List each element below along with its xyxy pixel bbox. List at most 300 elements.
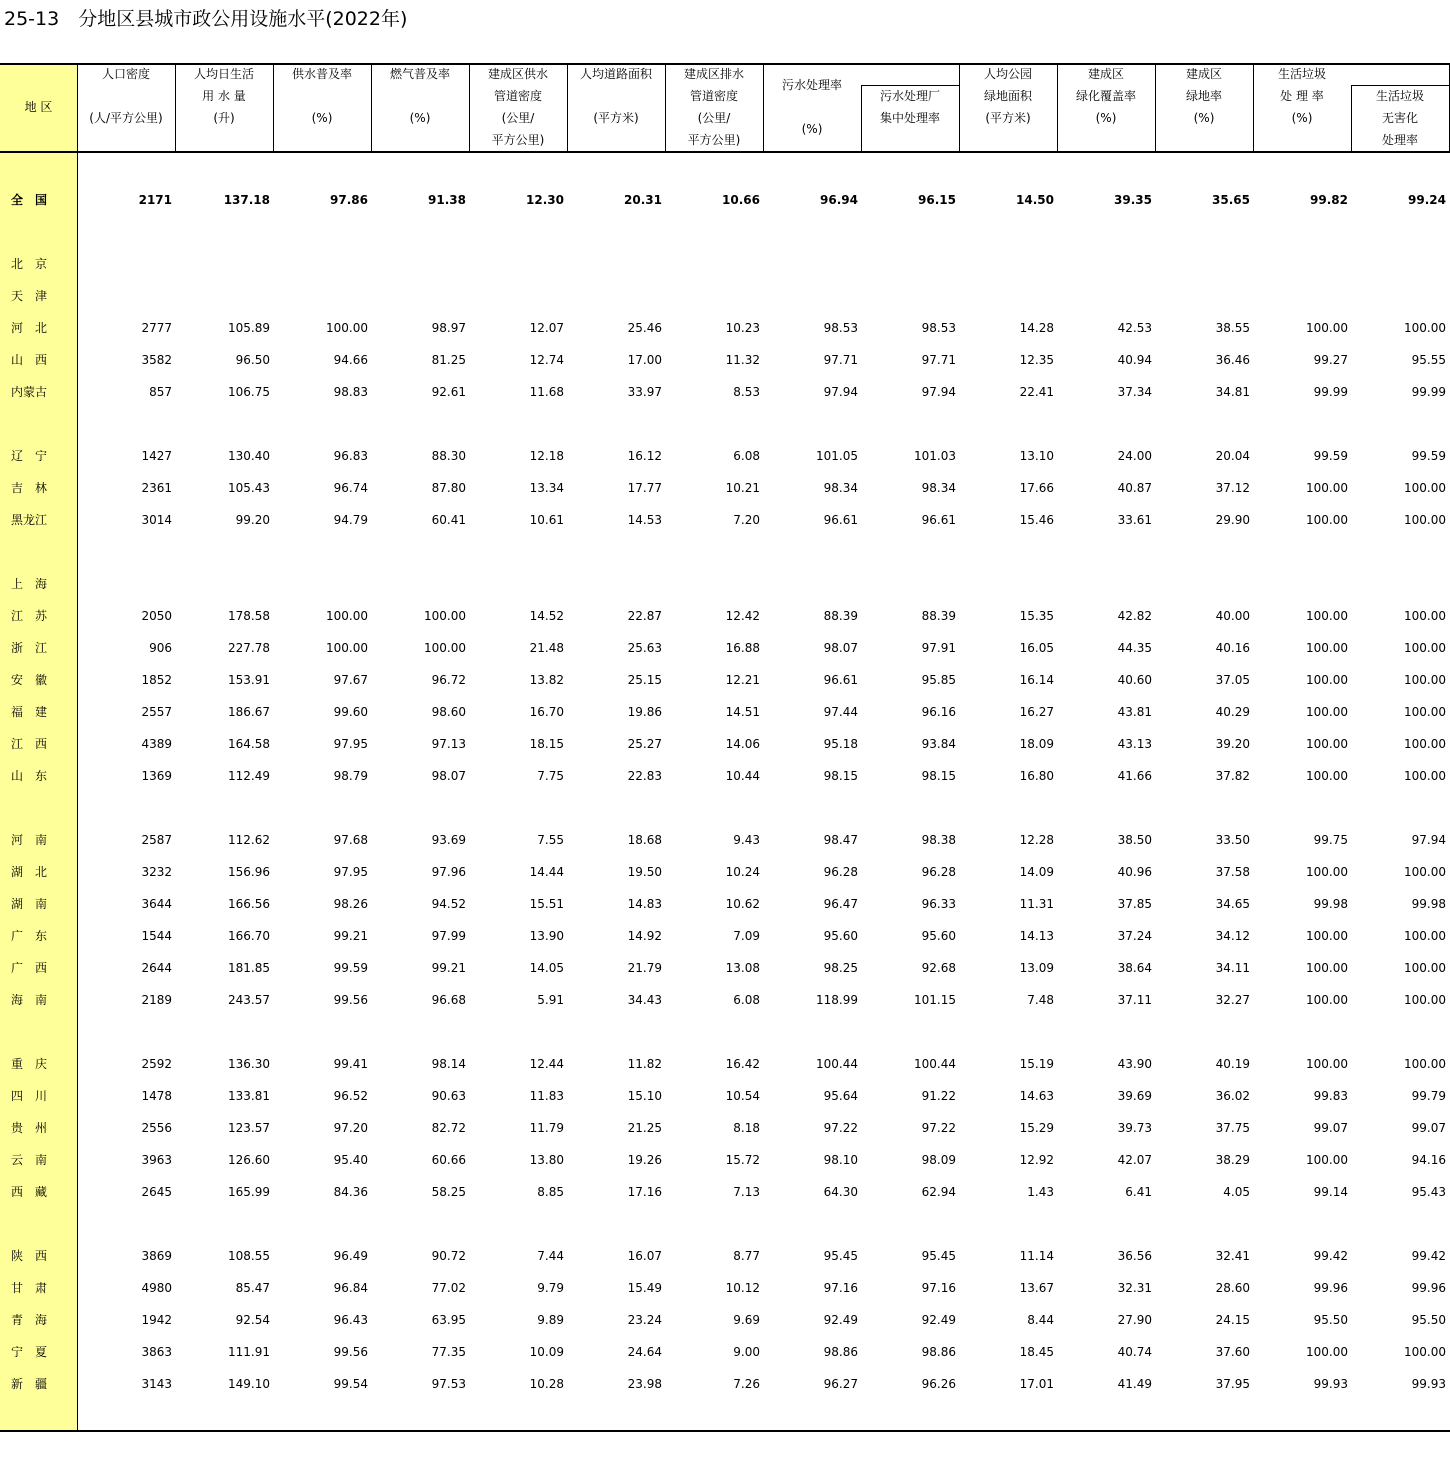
table-cell: 118.99 <box>816 993 858 1007</box>
region-name: 云 南 <box>11 1153 48 1167</box>
header-cell-line: (%) <box>409 111 431 125</box>
region-name: 甘 肃 <box>11 1281 48 1295</box>
header-cell <box>1057 63 1155 151</box>
header-cell-line: 绿地率 <box>1185 89 1222 103</box>
table-cell: 112.62 <box>228 833 270 847</box>
table-cell: 34.81 <box>1215 385 1250 399</box>
table-cell: 40.74 <box>1117 1345 1152 1359</box>
table-cell: 14.28 <box>1019 321 1054 335</box>
header-cell-line: 处理率 <box>1381 133 1418 147</box>
table-cell: 98.53 <box>921 321 956 335</box>
table-cell: 100.00 <box>326 641 368 655</box>
table-cell: 97.68 <box>333 833 368 847</box>
table-cell: 105.43 <box>228 481 270 495</box>
table-cell: 10.62 <box>725 897 760 911</box>
table-row <box>0 606 1450 626</box>
table-cell: 40.87 <box>1117 481 1152 495</box>
table-cell: 99.42 <box>1411 1249 1446 1263</box>
table-cell: 40.96 <box>1117 865 1152 879</box>
table-row <box>0 1150 1450 1170</box>
table-cell: 9.89 <box>537 1313 564 1327</box>
region-name: 重 庆 <box>11 1057 48 1071</box>
table-row <box>0 862 1450 882</box>
table-cell: 7.55 <box>537 833 564 847</box>
table-cell: 17.77 <box>627 481 662 495</box>
table-row <box>0 350 1450 370</box>
table-cell: 137.18 <box>223 193 270 207</box>
table-cell: 36.02 <box>1215 1089 1250 1103</box>
table-cell: 29.90 <box>1215 513 1250 527</box>
table-cell: 99.21 <box>333 929 368 943</box>
header-cell-line: (升) <box>213 111 235 125</box>
table-cell: 25.27 <box>627 737 662 751</box>
table-cell: 37.58 <box>1215 865 1250 879</box>
table-cell: 100.00 <box>1404 673 1446 687</box>
table-cell: 37.60 <box>1215 1345 1250 1359</box>
table-cell: 97.91 <box>921 641 956 655</box>
table-cell: 37.34 <box>1117 385 1152 399</box>
table-cell: 28.60 <box>1215 1281 1250 1295</box>
table-cell: 34.11 <box>1215 961 1250 975</box>
header-cell-line: (%) <box>1095 111 1117 125</box>
table-cell: 8.77 <box>733 1249 760 1263</box>
table-cell: 4.05 <box>1223 1185 1250 1199</box>
table-row <box>0 1278 1450 1298</box>
header-cell-line: (%) <box>311 111 333 125</box>
region-name: 福 建 <box>11 705 48 719</box>
table-cell: 22.83 <box>627 769 662 783</box>
table-cell: 12.30 <box>526 193 564 207</box>
table-cell: 10.28 <box>529 1377 564 1391</box>
table-cell: 130.40 <box>228 449 270 463</box>
table-cell: 96.49 <box>333 1249 368 1263</box>
table-cell: 99.82 <box>1310 193 1348 207</box>
table-row <box>0 1310 1450 1330</box>
table-cell: 12.21 <box>725 673 760 687</box>
table-cell: 3014 <box>141 513 172 527</box>
table-cell: 14.53 <box>627 513 662 527</box>
table-cell: 62.94 <box>921 1185 956 1199</box>
table-cell: 19.26 <box>627 1153 662 1167</box>
table-cell: 7.75 <box>537 769 564 783</box>
table-cell: 98.25 <box>823 961 858 975</box>
table-cell: 20.31 <box>624 193 662 207</box>
table-cell: 18.68 <box>627 833 662 847</box>
table-cell: 6.08 <box>733 449 760 463</box>
table-cell: 16.05 <box>1019 641 1054 655</box>
table-row <box>0 1182 1450 1202</box>
table-cell: 95.85 <box>921 673 956 687</box>
table-cell: 10.09 <box>529 1345 564 1359</box>
table-cell: 93.69 <box>431 833 466 847</box>
table-cell: 97.71 <box>823 353 858 367</box>
header-cell <box>371 63 469 151</box>
table-cell: 97.16 <box>823 1281 858 1295</box>
header-cell-line: 建成区 <box>1087 67 1124 81</box>
header-cell-line: 生活垃圾 <box>1375 89 1424 103</box>
table-cell: 97.94 <box>823 385 858 399</box>
table-cell: 11.79 <box>529 1121 564 1135</box>
table-cell: 7.13 <box>733 1185 760 1199</box>
table-cell: 96.16 <box>921 705 956 719</box>
table-cell: 133.81 <box>228 1089 270 1103</box>
header-cell-line: 建成区 <box>1185 67 1222 81</box>
table-cell: 9.79 <box>537 1281 564 1295</box>
header-cell-line: 污水处理率 <box>781 78 842 92</box>
table-cell: 1852 <box>141 673 172 687</box>
table-cell: 91.38 <box>428 193 466 207</box>
table-cell: 40.29 <box>1215 705 1250 719</box>
table-cell: 96.61 <box>823 513 858 527</box>
table-cell: 2361 <box>141 481 172 495</box>
header-cell-line <box>371 85 469 107</box>
header-cell-line: (公里/ <box>501 111 535 125</box>
table-cell: 15.35 <box>1019 609 1054 623</box>
table-cell: 92.68 <box>921 961 956 975</box>
table-cell: 99.14 <box>1313 1185 1348 1199</box>
table-cell: 98.79 <box>333 769 368 783</box>
table-cell: 34.12 <box>1215 929 1250 943</box>
table-cell: 11.68 <box>529 385 564 399</box>
table-cell: 16.80 <box>1019 769 1054 783</box>
table-cell: 15.19 <box>1019 1057 1054 1071</box>
table-cell: 99.98 <box>1411 897 1446 911</box>
table-cell: 99.93 <box>1313 1377 1348 1391</box>
table-cell: 97.71 <box>921 353 956 367</box>
table-cell: 25.63 <box>627 641 662 655</box>
table-cell: 22.87 <box>627 609 662 623</box>
table-cell: 98.10 <box>823 1153 858 1167</box>
table-cell: 38.29 <box>1215 1153 1250 1167</box>
table-cell: 100.00 <box>1404 1057 1446 1071</box>
table-row <box>0 894 1450 914</box>
table-cell: 153.91 <box>228 673 270 687</box>
table-cell: 100.00 <box>1306 321 1348 335</box>
table-cell: 100.00 <box>1306 513 1348 527</box>
header-cell-line: 供水普及率 <box>291 67 352 81</box>
table-cell: 99.98 <box>1313 897 1348 911</box>
table-cell: 101.05 <box>816 449 858 463</box>
table-cell: 33.61 <box>1117 513 1152 527</box>
table-cell: 24.64 <box>627 1345 662 1359</box>
table-cell: 16.42 <box>725 1057 760 1071</box>
table-cell: 10.24 <box>725 865 760 879</box>
table-row <box>0 670 1450 690</box>
table-cell: 25.46 <box>627 321 662 335</box>
table-cell: 99.42 <box>1313 1249 1348 1263</box>
table-cell: 98.26 <box>333 897 368 911</box>
header-cell-line: 生活垃圾 <box>1277 67 1326 81</box>
table-row <box>0 1342 1450 1362</box>
region-name: 河 南 <box>11 833 48 847</box>
header-cell-line: 处 理 率 <box>1280 89 1324 103</box>
table-cell: 100.00 <box>1306 705 1348 719</box>
table-cell: 58.25 <box>431 1185 466 1199</box>
region-name: 青 海 <box>11 1313 48 1327</box>
table-cell: 97.20 <box>333 1121 368 1135</box>
table-cell: 9.69 <box>733 1313 760 1327</box>
table-row <box>0 478 1450 498</box>
table-cell: 14.05 <box>529 961 564 975</box>
region-name: 上 海 <box>11 577 48 591</box>
table-cell: 96.84 <box>333 1281 368 1295</box>
table-cell: 4389 <box>141 737 172 751</box>
table-cell: 37.75 <box>1215 1121 1250 1135</box>
table-cell: 15.51 <box>529 897 564 911</box>
table-cell: 21.48 <box>529 641 564 655</box>
table-cell: 96.68 <box>431 993 466 1007</box>
table-cell: 42.82 <box>1117 609 1152 623</box>
table-cell: 97.96 <box>431 865 466 879</box>
table-cell: 95.55 <box>1411 353 1446 367</box>
table-cell: 13.90 <box>529 929 564 943</box>
table-cell: 181.85 <box>228 961 270 975</box>
table-cell: 99.41 <box>333 1057 368 1071</box>
table-cell: 3869 <box>141 1249 172 1263</box>
table-cell: 14.06 <box>725 737 760 751</box>
table-cell: 44.35 <box>1117 641 1152 655</box>
table-cell: 98.34 <box>823 481 858 495</box>
table-cell: 100.00 <box>1306 865 1348 879</box>
header-cell-line: 平方公里) <box>491 133 545 147</box>
table-cell: 100.00 <box>1404 865 1446 879</box>
table-cell: 10.54 <box>725 1089 760 1103</box>
table-cell: 99.56 <box>333 993 368 1007</box>
table-cell: 24.15 <box>1215 1313 1250 1327</box>
table-cell: 97.95 <box>333 865 368 879</box>
table-cell: 6.41 <box>1125 1185 1152 1199</box>
table-cell: 15.46 <box>1019 513 1054 527</box>
table-cell: 27.90 <box>1117 1313 1152 1327</box>
table-cell: 33.50 <box>1215 833 1250 847</box>
region-name: 宁 夏 <box>11 1345 48 1359</box>
table-cell: 136.30 <box>228 1057 270 1071</box>
table-cell: 37.82 <box>1215 769 1250 783</box>
table-cell: 100.00 <box>1404 961 1446 975</box>
header-cell-line: 用 水 量 <box>202 89 246 103</box>
table-cell: 10.21 <box>725 481 760 495</box>
table-cell: 100.00 <box>326 609 368 623</box>
table-cell: 95.40 <box>333 1153 368 1167</box>
table-cell: 164.58 <box>228 737 270 751</box>
table-cell: 100.00 <box>1306 737 1348 751</box>
region-name: 西 藏 <box>11 1185 48 1199</box>
table-cell: 16.88 <box>725 641 760 655</box>
table-cell: 99.99 <box>1411 385 1446 399</box>
table-cell: 243.57 <box>228 993 270 1007</box>
region-name: 陕 西 <box>11 1249 48 1263</box>
table-cell: 1478 <box>141 1089 172 1103</box>
table-cell: 14.44 <box>529 865 564 879</box>
header-cell-line: (人/平方公里) <box>89 111 163 125</box>
table-cell: 15.49 <box>627 1281 662 1295</box>
table-cell: 99.59 <box>1411 449 1446 463</box>
table-cell: 40.00 <box>1215 609 1250 623</box>
table-cell: 36.46 <box>1215 353 1250 367</box>
table-cell: 90.72 <box>431 1249 466 1263</box>
table-cell: 906 <box>149 641 172 655</box>
table-cell: 227.78 <box>228 641 270 655</box>
table-cell: 23.24 <box>627 1313 662 1327</box>
table-cell: 108.55 <box>228 1249 270 1263</box>
region-name: 天 津 <box>11 289 48 303</box>
table-cell: 3232 <box>141 865 172 879</box>
region-name: 湖 北 <box>11 865 48 879</box>
table-cell: 2050 <box>141 609 172 623</box>
header-cell <box>77 63 175 151</box>
header-cell-line: 绿化覆盖率 <box>1075 89 1136 103</box>
table-cell: 14.13 <box>1019 929 1054 943</box>
table-cell: 13.67 <box>1019 1281 1054 1295</box>
header-cell <box>665 63 763 151</box>
table-cell: 100.44 <box>914 1057 956 1071</box>
header-cell-line <box>77 85 175 107</box>
table-cell: 12.18 <box>529 449 564 463</box>
table-cell: 99.60 <box>333 705 368 719</box>
table-cell: 20.04 <box>1215 449 1250 463</box>
table-cell: 7.09 <box>733 929 760 943</box>
table-cell: 6.08 <box>733 993 760 1007</box>
table-cell: 16.70 <box>529 705 564 719</box>
table-cell: 40.60 <box>1117 673 1152 687</box>
table-row <box>0 254 1450 274</box>
table-cell: 15.10 <box>627 1089 662 1103</box>
table-cell: 99.96 <box>1411 1281 1446 1295</box>
table-cell: 97.16 <box>921 1281 956 1295</box>
table-cell: 37.05 <box>1215 673 1250 687</box>
table-cell: 98.07 <box>823 641 858 655</box>
table-cell: 36.56 <box>1117 1249 1152 1263</box>
table-cell: 857 <box>149 385 172 399</box>
table-cell: 17.66 <box>1019 481 1054 495</box>
table-cell: 23.98 <box>627 1377 662 1391</box>
table-cell: 1.43 <box>1027 1185 1054 1199</box>
table-cell: 88.39 <box>921 609 956 623</box>
table-cell: 100.00 <box>1404 609 1446 623</box>
table-cell: 17.01 <box>1019 1377 1054 1391</box>
table-cell: 92.49 <box>823 1313 858 1327</box>
table-cell: 95.50 <box>1313 1313 1348 1327</box>
table-cell: 15.29 <box>1019 1121 1054 1135</box>
table-cell: 7.26 <box>733 1377 760 1391</box>
table-cell: 39.35 <box>1114 193 1152 207</box>
table-cell: 101.03 <box>914 449 956 463</box>
table-row <box>0 574 1450 594</box>
table-cell: 97.99 <box>431 929 466 943</box>
table-cell: 33.97 <box>627 385 662 399</box>
table-row <box>0 1054 1450 1074</box>
table-cell: 43.13 <box>1117 737 1152 751</box>
table-cell: 95.45 <box>921 1249 956 1263</box>
header-cell-line <box>763 96 861 118</box>
table-cell: 98.07 <box>431 769 466 783</box>
table-cell: 100.44 <box>816 1057 858 1071</box>
table-cell: 10.66 <box>722 193 760 207</box>
table-cell: 95.43 <box>1411 1185 1446 1199</box>
region-name: 山 西 <box>11 353 48 367</box>
region-name: 全 国 <box>11 193 48 207</box>
header-cell-line: 人均公园 <box>983 67 1032 81</box>
header-cell-line: (%) <box>801 122 823 136</box>
region-name: 新 疆 <box>11 1377 48 1391</box>
header-cell-line: (平方米) <box>985 111 1031 125</box>
table-cell: 100.00 <box>424 609 466 623</box>
table-cell: 94.52 <box>431 897 466 911</box>
table-cell: 34.43 <box>627 993 662 1007</box>
header-region: 地 区 <box>24 100 53 114</box>
table-cell: 98.14 <box>431 1057 466 1071</box>
table-cell: 13.09 <box>1019 961 1054 975</box>
table-cell: 97.44 <box>823 705 858 719</box>
table-cell: 2592 <box>141 1057 172 1071</box>
table-cell: 165.99 <box>228 1185 270 1199</box>
table-cell: 60.41 <box>431 513 466 527</box>
header-cell-line: 无害化 <box>1381 111 1418 125</box>
table-cell: 95.60 <box>921 929 956 943</box>
table-cell: 98.86 <box>823 1345 858 1359</box>
table-cell: 97.86 <box>330 193 368 207</box>
table-cell: 42.53 <box>1117 321 1152 335</box>
table-cell: 8.18 <box>733 1121 760 1135</box>
table-cell: 99.99 <box>1313 385 1348 399</box>
table-cell: 100.00 <box>1306 609 1348 623</box>
table-cell: 94.79 <box>333 513 368 527</box>
table-cell: 37.85 <box>1117 897 1152 911</box>
table-cell: 77.35 <box>431 1345 466 1359</box>
table-cell: 12.35 <box>1019 353 1054 367</box>
region-name: 广 西 <box>11 961 48 975</box>
table-cell: 97.94 <box>1411 833 1446 847</box>
header-cell-line <box>273 85 371 107</box>
table-cell: 99.07 <box>1313 1121 1348 1135</box>
table-cell: 7.20 <box>733 513 760 527</box>
table-cell: 82.72 <box>431 1121 466 1135</box>
table-cell: 100.00 <box>424 641 466 655</box>
table-cell: 99.24 <box>1408 193 1446 207</box>
table-cell: 100.00 <box>1306 673 1348 687</box>
table-cell: 2777 <box>141 321 172 335</box>
table-cell: 99.83 <box>1313 1089 1348 1103</box>
header-cell-line: 集中处理率 <box>879 111 940 125</box>
header-cell-line: (公里/ <box>697 111 731 125</box>
table-row <box>0 766 1450 786</box>
table-cell: 93.84 <box>921 737 956 751</box>
table-cell: 100.00 <box>1404 321 1446 335</box>
header-cell-line: (%) <box>1193 111 1215 125</box>
region-name: 江 西 <box>11 737 48 751</box>
table-header-rule <box>0 151 1450 153</box>
table-cell: 98.86 <box>921 1345 956 1359</box>
table-cell: 96.28 <box>921 865 956 879</box>
table-cell: 98.97 <box>431 321 466 335</box>
region-name: 广 东 <box>11 929 48 943</box>
table-cell: 25.15 <box>627 673 662 687</box>
table-cell: 100.00 <box>1404 481 1446 495</box>
table-cell: 186.67 <box>228 705 270 719</box>
header-cell <box>959 63 1057 151</box>
table-cell: 95.60 <box>823 929 858 943</box>
header-cell-line: 管道密度 <box>689 89 738 103</box>
table-cell: 37.11 <box>1117 993 1152 1007</box>
table-cell: 97.13 <box>431 737 466 751</box>
header-cell-line: 建成区供水 <box>487 67 548 81</box>
table-cell: 17.16 <box>627 1185 662 1199</box>
table-cell: 100.00 <box>1306 993 1348 1007</box>
table-cell: 96.72 <box>431 673 466 687</box>
table-cell: 12.92 <box>1019 1153 1054 1167</box>
header-cell-line: 绿地面积 <box>983 89 1032 103</box>
table-cell: 43.81 <box>1117 705 1152 719</box>
